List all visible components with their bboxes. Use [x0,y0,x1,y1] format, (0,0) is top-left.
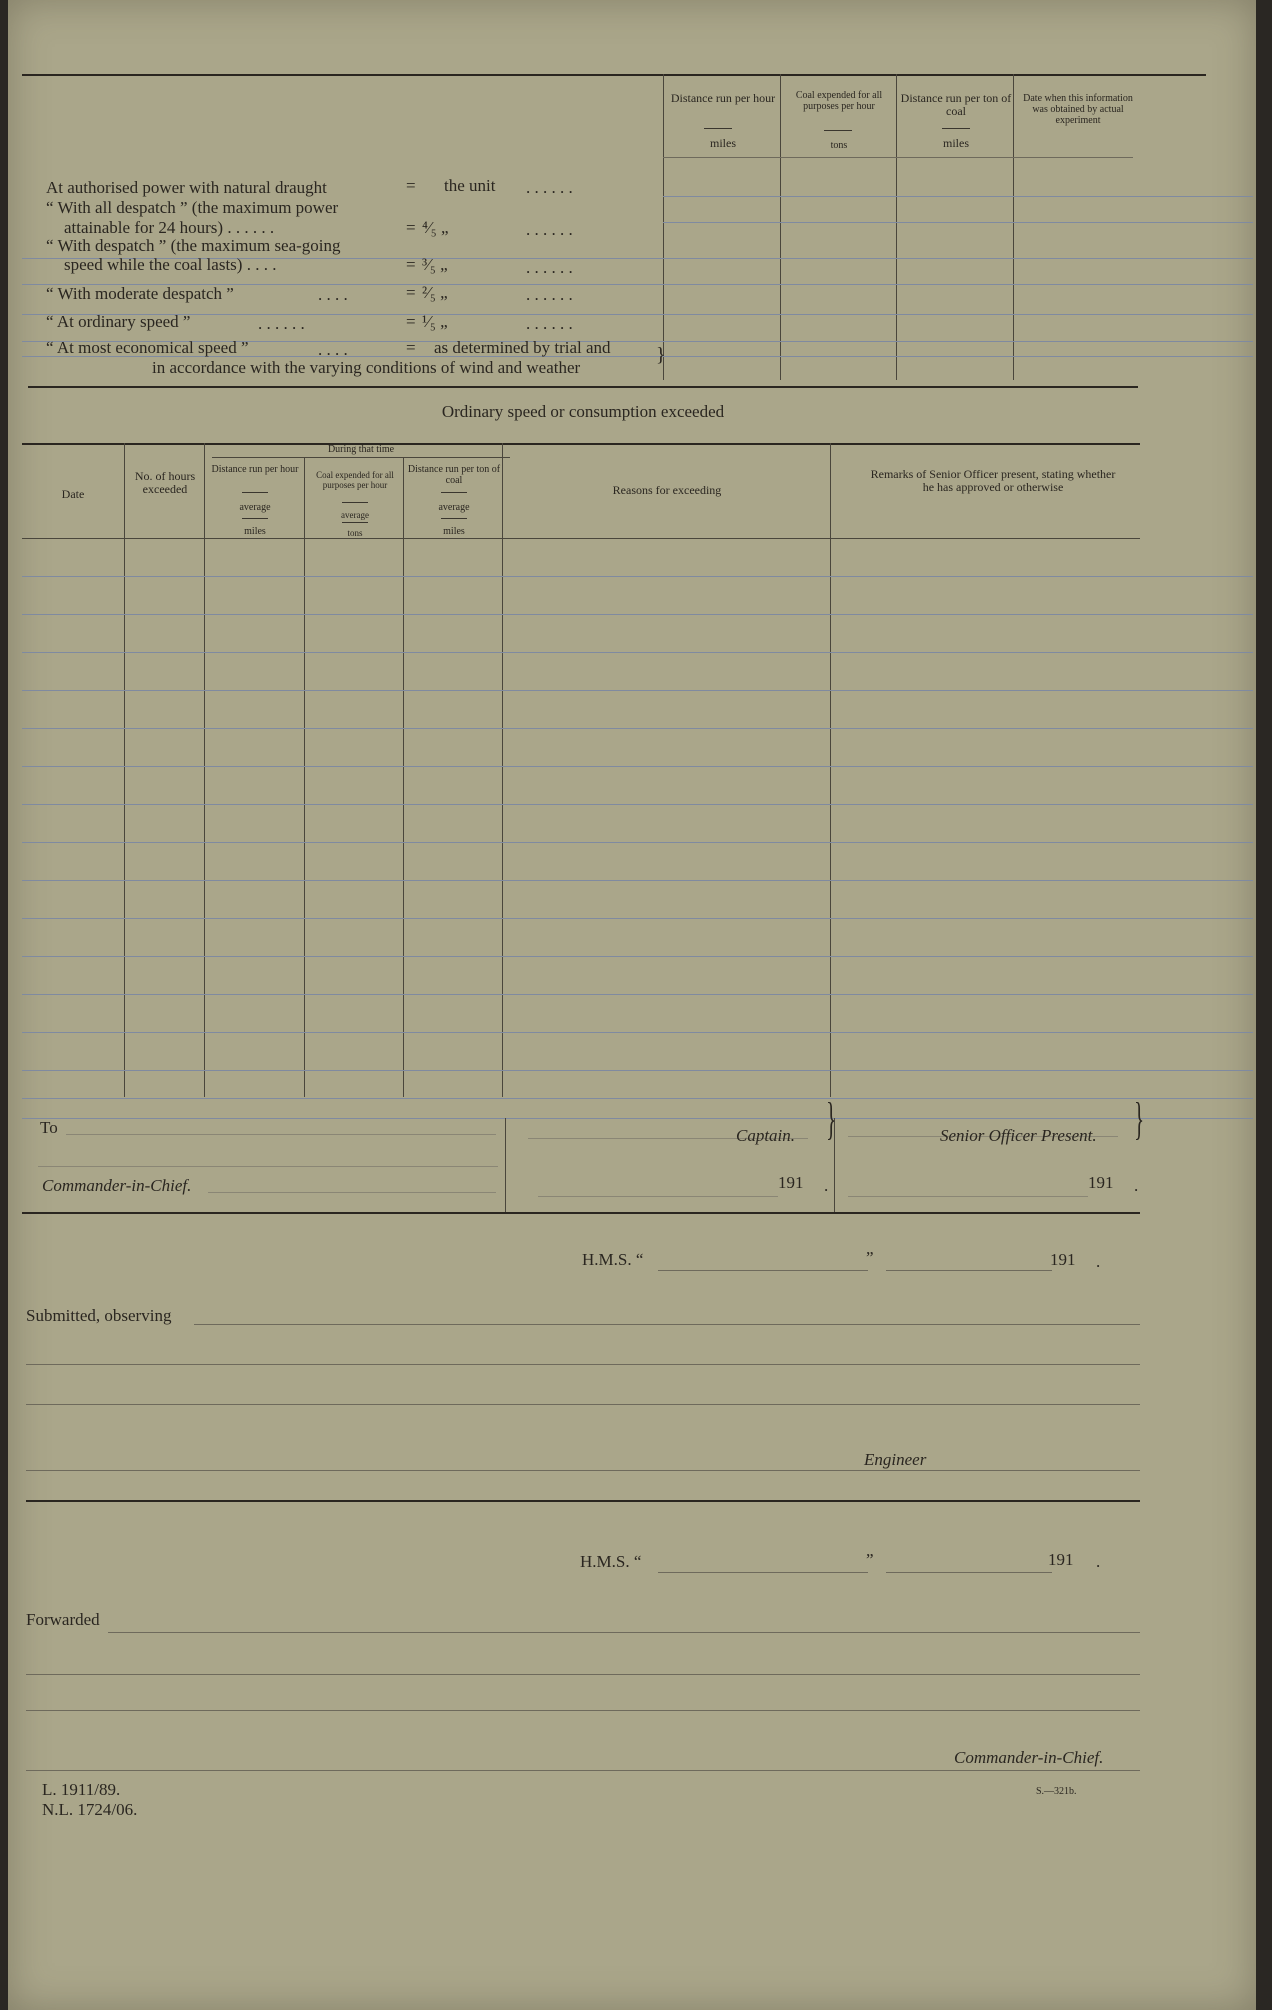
power-row-label: “ With despatch ” (the maximum sea-going [46,236,341,255]
header-date: Date [61,487,85,501]
year-label: 191 [1048,1550,1074,1569]
sig-divider [505,1118,506,1212]
exceeded-title: Ordinary speed or consumption exceeded [441,402,725,421]
submitted-line [194,1324,1140,1325]
power-row-value: the unit [444,176,496,195]
power-row-label: “ At ordinary speed ” [46,312,191,331]
power-row-label-2: speed while the coal lasts) . . . . [64,255,277,274]
col-divider [403,457,404,1097]
header-underline [242,518,268,519]
power-table-bottom-rule [28,386,1138,388]
brace-icon: } [826,1093,837,1144]
header-underline [704,128,732,129]
year-label: 191 [1088,1173,1114,1192]
power-row-dots-pre: . . . . . . [258,314,305,333]
header-dist-ton: Distance run per ton of coal [407,464,501,486]
header-unit: miles [244,526,266,537]
during-that-time: During that time [327,444,395,455]
power-row-label-2: attainable for 24 hours) . . . . . . [64,218,275,237]
ruled-line [22,1098,1253,1099]
header-underline [942,128,970,129]
header-unit: miles [943,136,969,150]
header-hours: No. of hours exceeded [134,469,196,496]
captain-label: Captain. [736,1126,796,1145]
power-row-dots: . . . . . . [526,314,573,333]
ruled-line [22,576,1253,577]
ruled-line [22,918,1253,919]
year-label: 191 [1050,1250,1076,1269]
ruled-line [22,994,1253,995]
header-unit: miles [710,136,736,150]
power-row-eq: = [406,312,416,331]
ruled-line [22,766,1253,767]
ruled-line [22,690,1253,691]
forwarded-line [108,1632,1140,1633]
date-line [886,1270,1052,1271]
ruled-line [663,196,1253,197]
col-divider [304,457,305,1097]
engineer-line [26,1470,1140,1471]
power-row-eq: = [406,283,416,302]
cic-label: Commander-in-Chief. [954,1748,1104,1767]
header-avg: average [341,510,369,520]
during-underline [212,457,510,458]
top-rule [22,74,1206,76]
year-line [848,1196,1088,1197]
ruled-line [22,314,1253,315]
header-underline [824,130,852,131]
submitted-line-3 [26,1404,1140,1405]
close-quote: ” [866,1248,874,1267]
power-row-dots: . . . . . . [526,220,573,239]
ruled-line [22,842,1253,843]
close-quote: ” [866,1550,874,1569]
power-row-value: ³⁄₅ „ [422,255,448,274]
header-underline [441,492,467,493]
hms-label: H.M.S. “ [582,1250,644,1269]
to-label: To [40,1118,58,1137]
year-label: 191 [778,1173,804,1192]
to-line [66,1134,496,1135]
header-unit: tons [347,528,363,538]
ruled-line [22,1032,1253,1033]
ruled-line [22,614,1253,615]
to-line-2 [38,1166,498,1167]
submitted-label: Submitted, observing [26,1306,172,1325]
ref-1: L. 1911/89. [42,1780,121,1799]
header-coal: Coal expended for all purposes per hour [316,470,394,490]
power-row-eq: = [406,218,416,237]
header-unit: miles [443,526,465,537]
year-dot: . [1096,1552,1101,1571]
year-line [538,1196,778,1197]
brace-icon: } [1134,1093,1145,1144]
col-divider [502,443,503,1097]
power-row-value: ¹⁄₅ „ [422,312,448,331]
forwarded-line-3 [26,1710,1140,1711]
brace-icon: } [656,344,666,366]
ruled-line [22,652,1253,653]
ship-name-line [658,1270,868,1271]
year-dot: . [824,1176,829,1195]
col-divider [896,74,897,380]
header-unit: tons [830,140,848,151]
engineer-bottom-rule [26,1500,1140,1502]
cic-label: Commander-in-Chief. [42,1176,192,1195]
header-underline [441,518,467,519]
col-divider [663,74,664,380]
form-number: S.—321b. [1036,1786,1077,1797]
header-dist-hour: Distance run per hour [211,464,299,475]
sig-bottom-rule [22,1212,1140,1214]
exceeded-top-rule [22,443,1140,445]
header-remarks: Remarks of Senior Officer present, stating whether he has approved or otherwise [870,467,1116,494]
header-underline [242,492,268,493]
header-date-info: Date when this information was obtained by actual experiment [1023,93,1133,126]
ruled-line [663,222,1253,223]
header-underline [342,522,368,523]
power-row-eq: = [406,338,416,357]
power-row-dots-pre: . . . . [318,340,348,359]
header-avg: average [438,502,470,513]
power-row-label: “ With all despatch ” (the maximum power [46,198,339,217]
date-line [886,1572,1052,1573]
power-row-label: “ At most economical speed ” [46,338,249,357]
form-page [8,0,1256,2010]
power-row-label-2: in accordance with the varying conditions of wind and weather [152,358,581,377]
power-row-dots: . . . . . . [526,285,573,304]
header-reasons: Reasons for exceeding [612,483,722,497]
ruled-line [22,880,1253,881]
ruled-line [22,804,1253,805]
year-dot: . [1134,1176,1139,1195]
ruled-line [22,1070,1253,1071]
power-row-dots: . . . . . . [526,258,573,277]
ruled-line [22,728,1253,729]
header-bottom-line [22,538,1140,539]
ship-name-line [658,1572,868,1573]
header-dist-per-ton: Distance run per ton of coal [900,91,1012,118]
power-row-value: as determined by trial and [434,338,611,357]
forwarded-line-2 [26,1674,1140,1675]
header-avg: average [239,502,271,513]
cic-line [26,1770,1140,1771]
header-coal-per-hour: Coal expended for all purposes per hour [795,90,883,112]
col-divider [830,443,831,1097]
submitted-line-2 [26,1364,1140,1365]
ruled-line [22,1118,1253,1119]
power-row-eq: = [406,255,416,274]
power-row-value: ²⁄₅ „ [422,283,448,302]
hms-label: H.M.S. “ [580,1552,642,1571]
year-dot: . [1096,1252,1101,1271]
header-dist-per-hour: Distance run per hour [670,91,776,105]
ref-2: N.L. 1724/06. [42,1800,138,1819]
col-divider [780,74,781,380]
power-row-label: “ With moderate despatch ” [46,284,234,303]
senior-label: Senior Officer Present. [940,1126,1097,1145]
header-underline [342,502,368,503]
engineer-label: Engineer [864,1450,927,1469]
power-row-label: At authorised power with natural draught [46,178,327,197]
col-divider [124,443,125,1097]
forwarded-label: Forwarded [26,1610,100,1629]
power-row-dots-pre: . . . . [318,285,348,304]
col-divider [204,443,205,1097]
col-divider [1013,74,1014,380]
power-row-eq: = [406,176,416,195]
power-row-dots: . . . . . . [526,178,573,197]
power-row-value: ⁴⁄₅ „ [422,218,449,237]
header-bottom-line [663,157,1133,158]
cic-line [208,1192,496,1193]
ruled-line [22,956,1253,957]
